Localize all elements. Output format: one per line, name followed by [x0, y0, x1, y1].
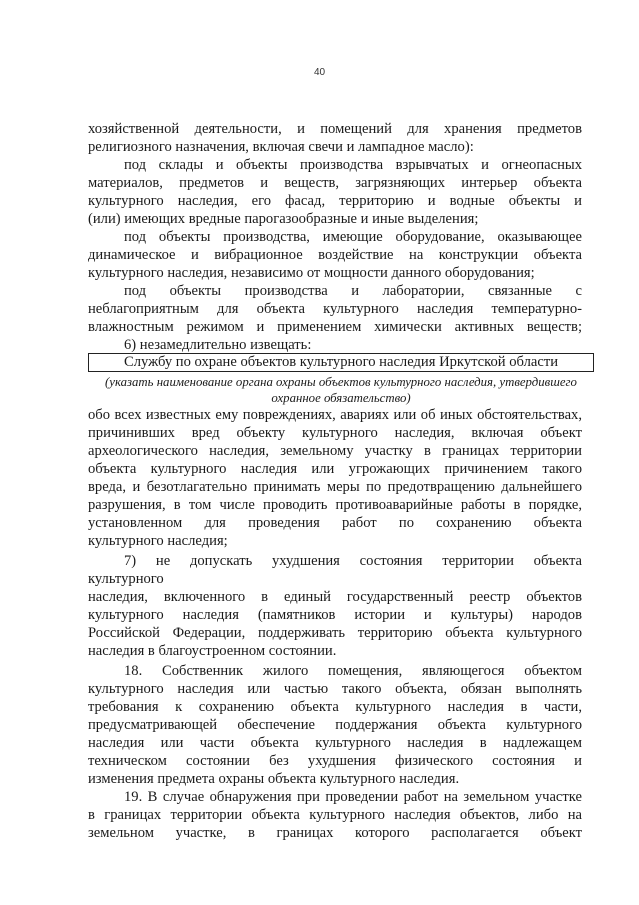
text-line: наследия в благоустроенном состоянии. — [88, 643, 337, 659]
authority-note: (указать наименование органа охраны объектов культурного наследия, утвердившего — [105, 375, 577, 389]
text-line: культурного наследия, его фасад, территорию и водные объекты и — [88, 193, 582, 209]
text-line: вреда, и безотлагательно принимать меры по предотвращению дальнейшего — [88, 479, 582, 495]
text-line: наследия или части объекта культурного наследия в надлежащем — [88, 735, 582, 751]
text-line: требования к сохранению объекта культурного наследия в части, — [88, 699, 582, 715]
text-line: объекта культурного наследия или угрожающих причинением такого — [88, 461, 582, 477]
text-line: влажностным режимом и применением химически активных веществ; — [88, 319, 582, 335]
page-number: 40 — [313, 67, 326, 78]
text-line: археологического наследия, земельному участку в границах территории — [88, 443, 582, 459]
text-line: неблагоприятным для объекта культурного наследия температурно- — [88, 301, 582, 317]
text-line: хозяйственной деятельности, и помещений для хранения предметов — [88, 121, 582, 137]
authority-name-box: Службу по охране объектов культурного наследия Иркутской области — [88, 353, 594, 372]
text-line: культурного наследия или частью такого объекта, обязан выполнять — [88, 681, 582, 697]
text-line: разрушения, в том числе проводить противоаварийные работы в порядке, — [88, 497, 582, 513]
text-line: под объекты производства, имеющие оборудование, оказывающее — [124, 229, 582, 245]
text-line: религиозного назначения, включая свечи и лампадное масло): — [88, 139, 474, 155]
text-line: 7) не допускать ухудшения состояния территории объекта — [124, 553, 582, 569]
text-line: изменения предмета охраны объекта культурного наследия. — [88, 771, 460, 787]
text-line: культурного наследия (памятников истории и культуры) народов — [88, 607, 582, 623]
text-line: динамическое и вибрационное воздействие на конструкции объекта — [88, 247, 582, 263]
text-line: Российской Федерации, поддерживать территорию объекта культурного — [88, 625, 582, 641]
text-line: 6) незамедлительно извещать: — [124, 337, 312, 353]
text-line: культурного наследия, независимо от мощности данного оборудования; — [88, 265, 535, 281]
text-line: под объекты производства и лаборатории, связанные с — [124, 283, 582, 299]
text-line: (или) имеющих вредные парогазообразные и иные выделения; — [88, 211, 479, 227]
text-line: культурного — [88, 571, 164, 587]
text-line: 18. Собственник жилого помещения, являющегося объектом — [124, 663, 582, 679]
text-line: установленном для проведения работ по сохранению объекта — [88, 515, 582, 531]
text-line: в границах территории объекта культурного наследия объектов, либо на — [88, 807, 582, 823]
text-line: под склады и объекты производства взрывчатых и огнеопасных — [124, 157, 582, 173]
text-line: причинивших вред объекту культурного наследия, включая объект — [88, 425, 582, 441]
text-line: земельном участке, в границах которого располагается объект — [88, 825, 582, 841]
text-line: обо всех известных ему повреждениях, авариях или об иных обстоятельствах, — [88, 407, 582, 423]
text-line: предусматривающей обеспечение поддержания объекта культурного — [88, 717, 582, 733]
text-line: техническом состоянии без ухудшения физического состояния и — [88, 753, 582, 769]
text-line: культурного наследия; — [88, 533, 228, 549]
text-line: 19. В случае обнаружения при проведении работ на земельном участке — [124, 789, 582, 805]
authority-note: охранное обязательство) — [271, 391, 411, 405]
text-line: наследия, включенного в единый государственный реестр объектов — [88, 589, 582, 605]
text-line: материалов, предметов и веществ, загрязняющих интерьер объекта — [88, 175, 582, 191]
